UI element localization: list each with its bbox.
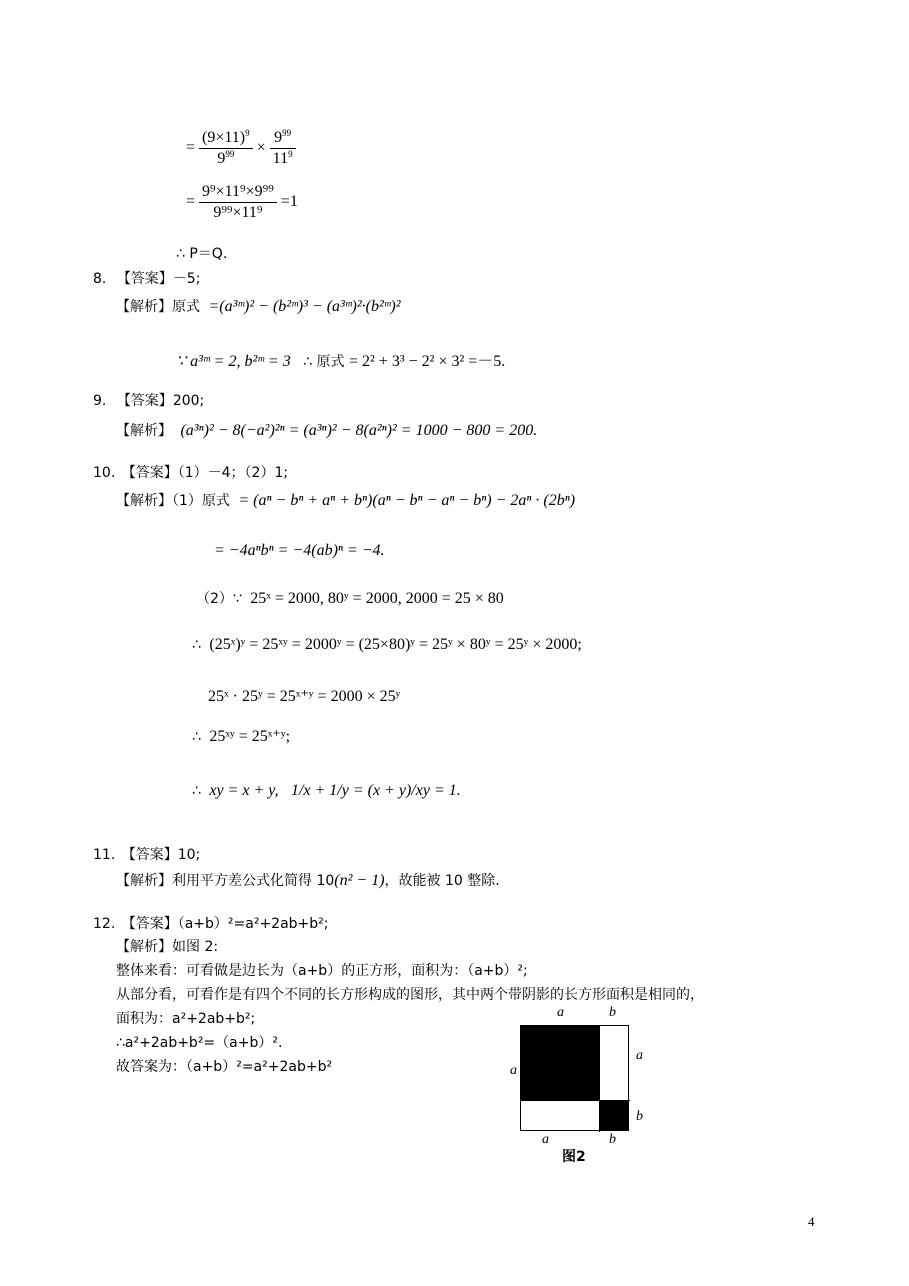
q11-analysis-text-b: ，故能被 10 整除. [384,873,500,889]
q9-answer-line [93,390,204,410]
q11-answer-label: 【答案】 [121,847,178,863]
q11-analysis-formula: (n² − 1) [334,872,385,889]
q10-answer-value: （1）－4；（2）1; [177,465,289,481]
q10-analysis-label: 【解析】 [116,493,172,509]
fraction-3-numerator: 9⁹×11⁹×9⁹⁹ [199,182,277,203]
q8-result-line [176,348,505,371]
q9-analysis-formula: (a³ⁿ)² − 8(−a²)²ⁿ = (a³ⁿ)² − 8(a²ⁿ)² = 1000 − 800 = 200. [180,422,538,439]
fraction-3 [199,182,277,223]
q12-line2: 从部分看，可看作是有四个不同的长方形构成的图形，其中两个带阴影的长方形面积是相同的， [116,987,704,1003]
fraction-1 [199,128,253,169]
q10-part2-line4 [192,726,290,746]
q12-answer-value: （a+b）²=a²+2ab+b²; [177,916,329,932]
q10-number: 10. [93,465,116,481]
figure-label-top-b: b [609,1005,616,1020]
q10-part2-line2-formula: (25ˣ)ʸ = 25ˣʸ = 2000ʸ = (25×80)ʸ = 25ʸ × 80ʸ = 25ʸ × 2000; [209,636,582,653]
q12-line5: 故答案为：（a+b）²=a²+2ab+b² [116,1059,333,1075]
q10-part1-label: （1）原式 [172,493,230,509]
q10-part2-line5a: xy = x + y, [209,782,279,799]
top-conclusion: ∴ P＝Q. [176,246,228,262]
q10-part2-label: （2）∵ [196,591,242,607]
q12-answer-label: 【答案】 [121,916,178,932]
q11-answer-value: 10; [177,847,201,863]
q12-line4: ∴a²+2ab+b²=（a+b）². [116,1035,283,1051]
q12-line3: 面积为：a²+2ab+b²; [116,1011,256,1027]
fraction-2-numerator: 9 [274,129,283,146]
fraction-3-denominator: 9⁹⁹×11⁹ [213,204,263,221]
q12-answer-line [93,913,329,933]
q9-answer-label: 【答案】 [116,393,173,409]
fraction-2-denominator: 11 [272,150,289,167]
q11-analysis-line [116,870,500,890]
horizontal-divider [521,1100,630,1101]
figure-label-top-a: a [557,1005,564,1020]
figure-label-right-b: b [636,1109,643,1124]
q9-analysis-label: 【解析】 [116,423,172,439]
q10-part2-line4-formula: 25ˣʸ = 25ˣ⁺ʸ; [209,728,291,745]
q8-analysis-label: 【解析】 [116,299,172,315]
times-sign: × [256,139,266,157]
q8-given: ∵ a³ᵐ = 2, b²ᵐ = 3 [176,353,291,370]
q12-analysis-label: 【解析】 [116,939,172,955]
page-number: 4 [808,1214,815,1229]
q10-answer-line [93,462,288,482]
q10-part1-line2: = −4aⁿbⁿ = −4(ab)ⁿ = −4. [214,542,385,559]
q8-answer-label: 【答案】 [116,271,173,287]
q8-answer-line [93,268,200,288]
figure-caption: 图2 [562,1149,586,1165]
q10-answer-label: 【答案】 [121,465,178,481]
q8-number: 8. [93,271,107,287]
figure-label-right-a: a [636,1048,643,1063]
top-line2 [186,182,298,223]
figure-2-square [520,1025,629,1131]
therefore-sign: ∴ [192,783,201,799]
equals-sign: = [186,193,196,211]
q9-answer-value: 200; [172,393,205,409]
q8-analysis-formula: =(a³ᵐ)² − (b²ᵐ)³ − (a³ᵐ)²·(b²ᵐ)² [208,298,401,315]
q8-result-prefix: ∴ 原式 [303,354,345,370]
top-line1 [186,128,296,169]
figure-label-bottom-a: a [542,1132,549,1147]
q10-part2-given-line [196,588,504,608]
therefore-sign: ∴ [192,637,201,653]
q11-number: 11. [93,847,116,863]
q10-part2-line3: 25ˣ · 25ʸ = 25ˣ⁺ʸ = 2000 × 25ʸ [208,688,401,705]
exp: 9 [245,128,250,138]
vertical-divider [599,1026,600,1132]
figure-label-bottom-b: b [609,1132,616,1147]
figure-label-left-a: a [510,1063,517,1078]
shaded-square-a [521,1026,599,1100]
therefore-sign: ∴ [192,729,201,745]
q8-answer-value: －5; [172,271,201,287]
q11-analysis-text-a: 利用平方差公式化简得 10 [172,873,335,889]
shaded-square-b [599,1100,629,1131]
fraction-1-denominator: 9 [217,150,226,167]
exp: 99 [282,128,292,138]
q8-analysis-text: 原式 [172,299,200,315]
q10-part1-formula: = (aⁿ − bⁿ + aⁿ + bⁿ)(aⁿ − bⁿ − aⁿ − bⁿ) − 2aⁿ · (2bⁿ) [238,492,576,509]
q12-analysis-text: 如图 2: [172,939,219,955]
fraction-3-result: =1 [280,193,298,211]
fraction-1-numerator: (9×11) [202,129,246,146]
q12-analysis-line [116,936,218,956]
q10-part2-given: 25ˣ = 2000, 80ʸ = 2000, 2000 = 25 × 80 [250,590,504,607]
equals-sign: = [186,139,196,157]
q11-answer-line [93,844,200,864]
exp: 9 [288,149,293,159]
q9-number: 9. [93,393,107,409]
q11-analysis-label: 【解析】 [116,873,172,889]
q9-analysis-line [116,420,537,440]
q12-number: 12. [93,916,116,932]
exp: 99 [225,149,235,159]
q10-analysis-line [116,490,575,510]
q10-part2-line5b: 1/x + 1/y = (x + y)/xy = 1. [290,782,461,799]
q8-analysis-line [116,296,401,316]
q10-part2-line5 [192,782,461,800]
q10-part2-line2 [192,636,582,654]
q12-line1: 整体来看：可看做是边长为（a+b）的正方形，面积为：（a+b）²; [116,963,528,979]
fraction-2 [270,128,296,169]
q8-result-formula: = 2² + 3³ − 2² × 3² =－5. [348,353,506,370]
